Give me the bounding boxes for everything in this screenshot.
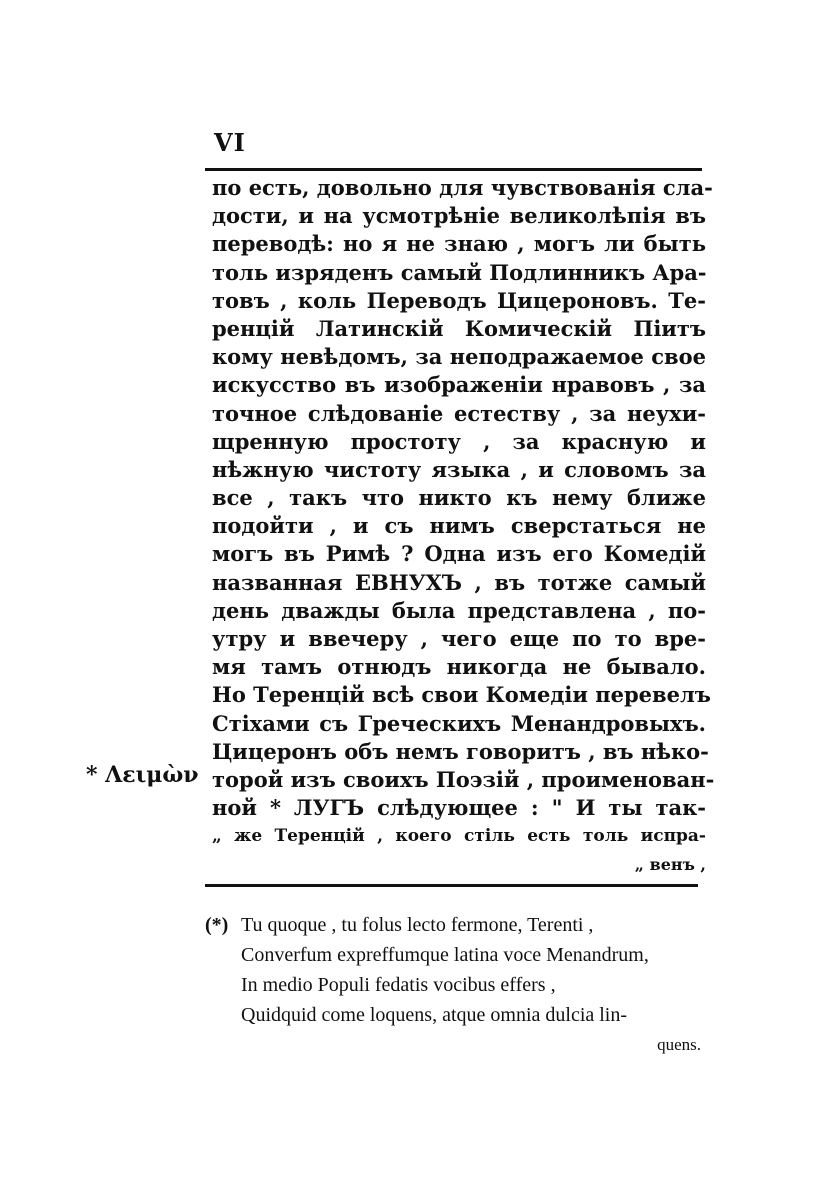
text-line: Стіхами съ Греческихъ Менандровыхъ. — [212, 710, 706, 736]
text-line: Но Теренцій всѣ свои Комедіи перевелъ — [212, 682, 711, 708]
text-line: торой изъ своихъ Поэзій , проименован- — [212, 766, 715, 792]
footnote-line: Converfum expreffumque latina voce Menandrum, — [241, 944, 649, 966]
text-line: точное слѣдованіе естеству , за неухи- — [212, 400, 706, 426]
text-line: могъ въ Римѣ ? Одна изъ его Комедій — [212, 541, 706, 567]
footnote-line: In medio Populi fedatis vocibus effers , — [241, 974, 556, 996]
body-text — [212, 174, 715, 879]
text-line: ной * ЛУГЪ слѣдующее : " И ты так- — [212, 795, 706, 821]
footnote-line: Tu quoque , tu folus lecto fermone, Terenti , — [241, 914, 594, 936]
text-line: утру и ввечеру , чего еще по то вре- — [212, 626, 706, 651]
text-line: Цицеронъ объ немъ говоритъ , въ нѣко- — [212, 738, 709, 764]
text-line: нѣжную чистоту языка , и словомъ за — [212, 456, 706, 482]
text-line: кому невѣдомъ, за неподражаемое свое — [212, 344, 706, 370]
text-line: мя тамъ отнюдъ никогда не бывало. — [212, 654, 706, 680]
text-line: все , такъ что никто къ нему ближе — [212, 485, 706, 511]
footnote-rule — [205, 884, 698, 887]
quote-line-end: „ венъ , — [634, 854, 706, 874]
footnote-marker: (*) — [205, 914, 229, 936]
text-line: названная ЕВНУХЪ , въ тотже самый — [212, 569, 706, 595]
text-line: искусство въ изображеніи нравовъ , за — [212, 372, 706, 398]
text-line: день дважды была представлена , по- — [212, 597, 706, 623]
page-number: VI — [214, 128, 246, 157]
footnote-line: Quidquid come loquens, atque omnia dulcia lin- — [241, 1004, 628, 1026]
text-line: щренную простоту , за красную и — [212, 428, 706, 454]
text-line: дости, и на усмотрѣніе великолѣпія въ — [212, 203, 706, 229]
text-line: ренцій Латинскій Комическій Піитъ — [212, 315, 706, 341]
text-line: по есть, довольно для чувствованія сла- — [212, 175, 713, 200]
footnote-line: quens. — [657, 1035, 701, 1054]
margin-note: * Λειμὼν — [86, 762, 199, 788]
text-line: переводѣ: но я не знаю , могъ ли быть — [212, 231, 706, 257]
text-line: толь изряденъ самый Подлинникъ Ара- — [212, 259, 707, 285]
header-rule — [205, 168, 702, 171]
text-line: товъ , коль Переводъ Цицероновъ. Те- — [212, 287, 706, 313]
text-line: подойти , и съ нимъ сверстаться не — [212, 513, 706, 539]
quote-line: „ же Теренцій , коего стіль есть толь испра- — [212, 826, 706, 847]
footnote-lines — [241, 910, 701, 1060]
